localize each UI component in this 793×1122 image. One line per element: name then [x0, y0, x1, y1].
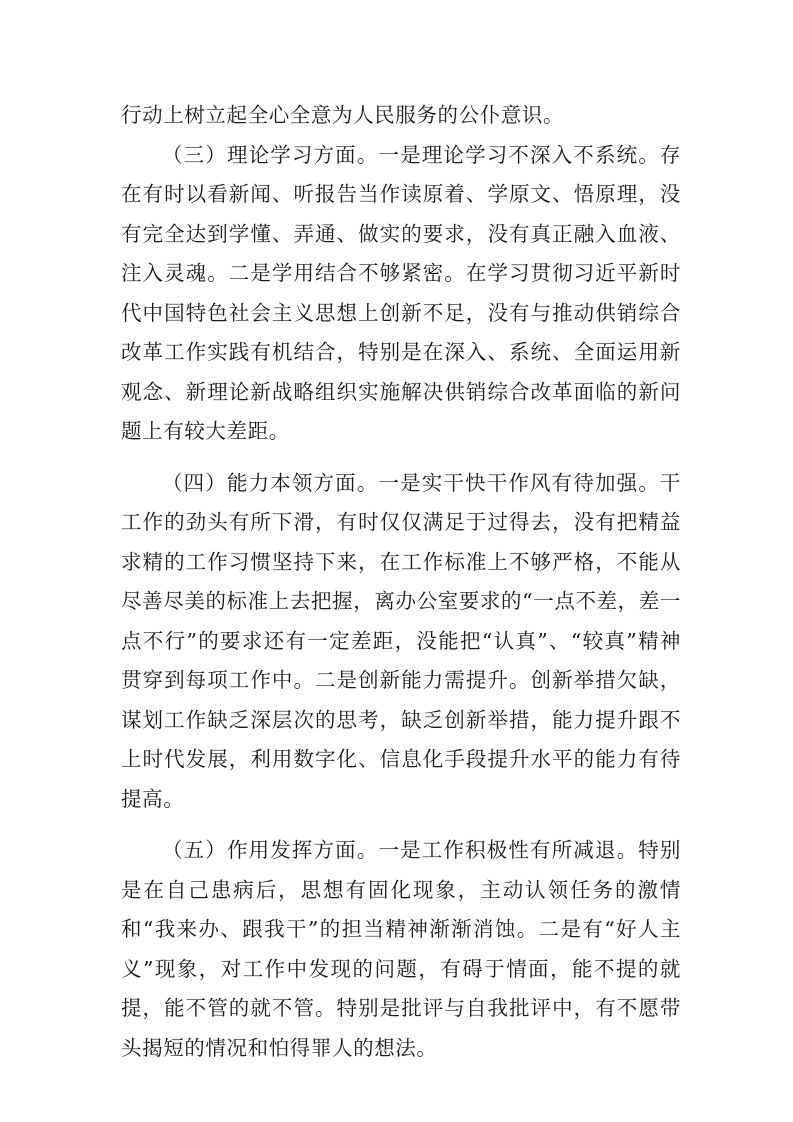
paragraph-continuation: 行动上树立起全心全意为人民服务的公仆意识。	[121, 103, 565, 127]
paragraph-ability: （四）能力本领方面。一是实干快干作风有待加强。干工作的劲头有所下滑，有时仅仅满足于过得去，没有把精益求精的工作习惯坚持下来，在工作标准上不够严格，不能从尽善尽美的标准上去把握，离办公室要求的“一点不差，差一点不行”的要求还有一定差距，没能把“认真”、“较真”精神贯穿到每项工作中。二是创新能力需提升。创新举措欠缺，谋划工作缺乏深层次的思考，缺乏创新举措，能力提升跟不上时代发展，利用数字化、信息化手段提升水平的能力有待提高。	[121, 470, 681, 811]
paragraph-theory-study: （三）理论学习方面。一是理论学习不深入不系统。存在有时以看新闻、听报告当作读原着、学原文、悟原理，没有完全达到学懂、弄通、做实的要求，没有真正融入血液、注入灵魂。二是学用结合不够紧密。在学习贯彻习近平新时代中国特色社会主义思想上创新不足，没有与推动供销综合改革工作实践有机结合，特别是在深入、系统、全面运用新观念、新理论新战略组织实施解决供销综合改革面临的新问题上有较大差距。	[121, 142, 681, 443]
document-body	[121, 96, 681, 1068]
paragraph-role: （五）作用发挥方面。一是工作积极性有所减退。特别是在自己患病后，思想有固化现象，主动认领任务的激情和“我来办、跟我干”的担当精神渐渐消蚀。二是有“好人主义”现象，对工作中发现的问题，有碍于情面，能不提的就提，能不管的就不管。特别是批评与自我批评中，有不愿带头揭短的情况和怕得罪人的想法。	[121, 838, 681, 1060]
